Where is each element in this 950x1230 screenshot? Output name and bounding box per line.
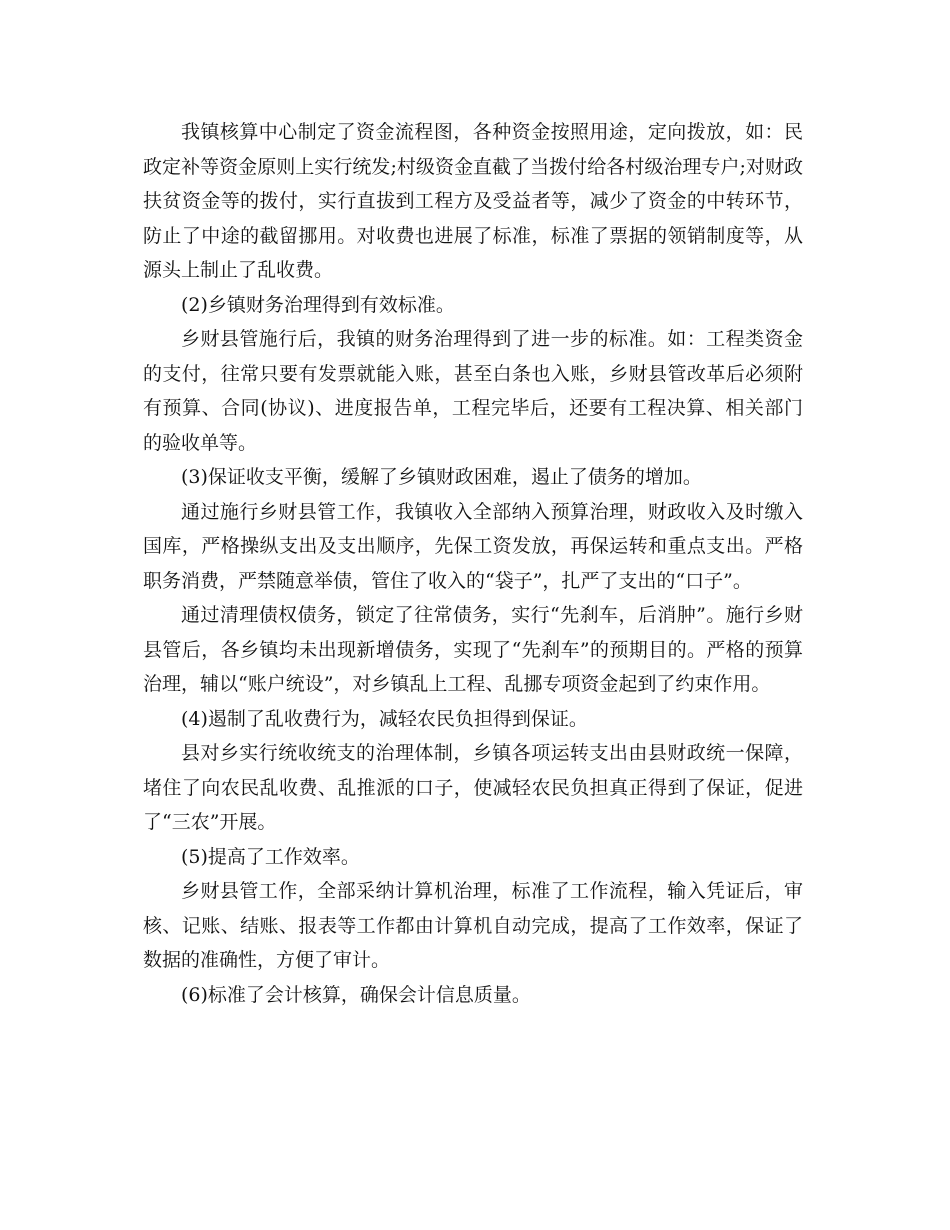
paragraph: 通过清理债权债务，锁定了往常债务，实行“先刹车，后消肿”。施行乡财县管后，各乡镇均未出现新增债务，实现了“先刹车”的预期目的。严格的预算治理，辅以“账户统设”，对乡镇乱上工程、乱挪专项资金起到了约束作用。 <box>143 604 803 695</box>
paragraph: 乡财县管施行后，我镇的财务治理得到了进一步的标准。如：工程类资金的支付，往常只要有发票就能入账，甚至白条也入账，乡财县管改革后必须附有预算、合同(协议)、进度报告单，工程完毕后，还要有工程决算、相关部门的验收单等。 <box>143 328 803 454</box>
paragraph: 县对乡实行统收统支的治理体制，乡镇各项运转支出由县财政统一保障，堵住了向农民乱收费、乱推派的口子，使减轻农民负担真正得到了保证，促进了“三农”开展。 <box>143 742 803 833</box>
paragraph: 乡财县管工作，全部采纳计算机治理，标准了工作流程，输入凭证后，审核、记账、结账、报表等工作都由计算机自动完成，提高了工作效率，保证了数据的准确性，方便了审计。 <box>143 880 803 971</box>
section-heading: (3)保证收支平衡，缓解了乡镇财政困难，遏止了债务的增加。 <box>181 466 702 488</box>
section-heading: (4)遏制了乱收费行为，减轻农民负担得到保证。 <box>181 707 588 730</box>
document-body <box>143 115 803 1012</box>
section-heading: (6)标准了会计核算，确保会计信息质量。 <box>181 983 531 1006</box>
paragraph: 我镇核算中心制定了资金流程图，各种资金按照用途，定向拨放，如：民政定补等资金原则上实行统发;村级资金直截了当拨付给各村级治理专户;对财政扶贫资金等的拨付，实行直拔到工程方及受益者等，减少了资金的中转环节，防止了中途的截留挪用。对收费也进展了标准，标准了票据的领销制度等，从源头上制止了乱收费。 <box>143 121 803 281</box>
paragraph: 通过施行乡财县管工作，我镇收入全部纳入预算治理，财政收入及时缴入国库，严格操纵支出及支出顺序，先保工资发放，再保运转和重点支出。严格职务消费，严禁随意举债，管住了收入的“袋子”，扎严了支出的“口子”。 <box>143 500 803 592</box>
section-heading: (2)乡镇财务治理得到有效标准。 <box>181 293 455 316</box>
section-heading: (5)提高了工作效率。 <box>181 845 360 868</box>
